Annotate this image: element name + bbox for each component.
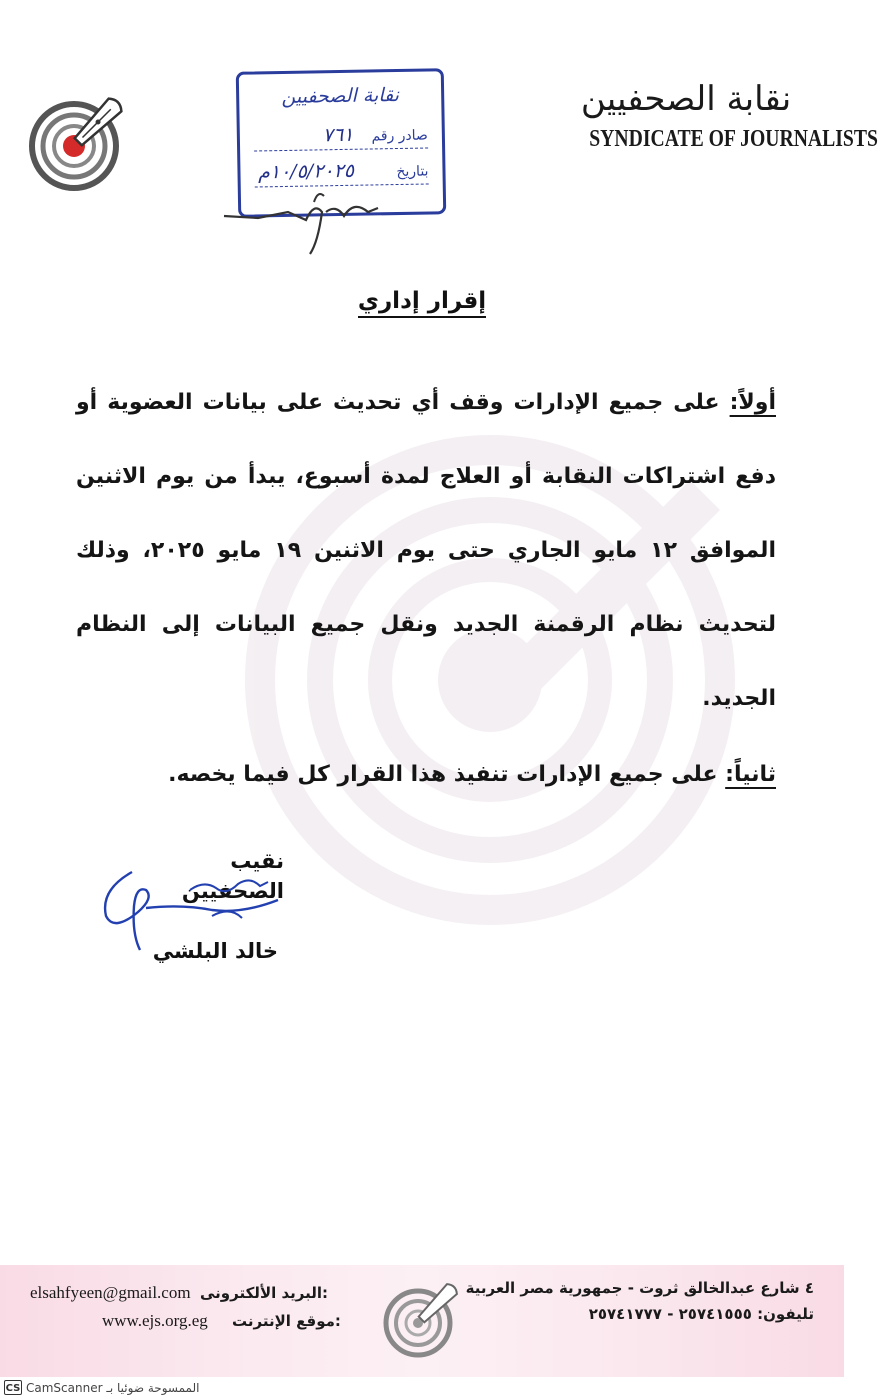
footer-email-row: [30, 1281, 191, 1305]
signer-name: خالد البلشي: [152, 939, 278, 963]
stamp-date-label: بتاريخ: [396, 163, 429, 181]
brand-block: [568, 78, 878, 154]
document-title: [0, 284, 844, 318]
footer-email-label-row: [200, 1281, 328, 1305]
footer-email[interactable]: elsahfyeen@gmail.com: [30, 1283, 191, 1302]
scanner-caption: الممسوحة ضوئيا بـ CamScanner: [26, 1381, 200, 1395]
stamp-outgoing-number: ٧٦١: [322, 123, 354, 147]
footer-logo-icon: [382, 1271, 466, 1363]
paragraph-first: [76, 366, 776, 736]
footer-email-label: البريد الألكترونى:: [200, 1284, 328, 1302]
footer: [0, 1265, 844, 1377]
camscanner-badge-icon: CS: [4, 1380, 22, 1395]
first-item-text: على جميع الإدارات وقف أي تحديث على بيانات العضوية أو دفع اشتراكات النقابة أو العلاج لمدة أسبوع، يبدأ من يوم الاثنين الموافق ١٢ مايو الجاري حتى يوم الاثنين ١٩ مايو ٢٠٢٥، وذلك لتحديث نظام الرقمنة الجديد ونقل جميع البيانات إلى النظام الجديد.: [76, 390, 776, 711]
scanner-watermark-bar: [0, 1377, 844, 1400]
document-title-text: إقرار إداري: [358, 288, 486, 318]
stamp-outgoing-label: صادر رقم: [371, 127, 429, 145]
stamp-date-value: ١٠/٥/٢٠٢٥م: [257, 159, 355, 184]
brand-english: SYNDICATE OF JOURNALISTS: [589, 126, 878, 152]
footer-website-label-row: [232, 1309, 341, 1333]
paragraph-second: [76, 738, 776, 812]
stamp-signature-icon: [218, 182, 388, 262]
second-item-label: ثانياً:: [725, 762, 776, 787]
signer-title: نقيب الصحفيين: [181, 849, 284, 903]
footer-website-label: موقع الإنترنت:: [232, 1312, 341, 1330]
footer-address-block: [465, 1275, 814, 1355]
brand-arabic: نقابة الصحفيين: [580, 79, 792, 119]
syndicate-logo-icon: [28, 84, 124, 196]
footer-address: ٤ شارع عبدالخالق ثروت - جمهورية مصر العربية: [465, 1279, 814, 1297]
footer-phone: تليفون: ٢٥٧٤١٥٥٥ - ٢٥٧٤١٧٧٧: [588, 1305, 814, 1323]
footer-website-row: [102, 1309, 208, 1333]
first-item-label: أولاً:: [729, 390, 776, 415]
second-item-text: على جميع الإدارات تنفيذ هذا القرار كل فيما يخصه.: [168, 762, 718, 787]
stamp-outgoing-row: [254, 119, 428, 151]
footer-contact: [0, 1275, 340, 1355]
footer-website[interactable]: www.ejs.org.eg: [102, 1311, 208, 1330]
stamp-title: نقابة الصحفيين: [281, 83, 400, 109]
